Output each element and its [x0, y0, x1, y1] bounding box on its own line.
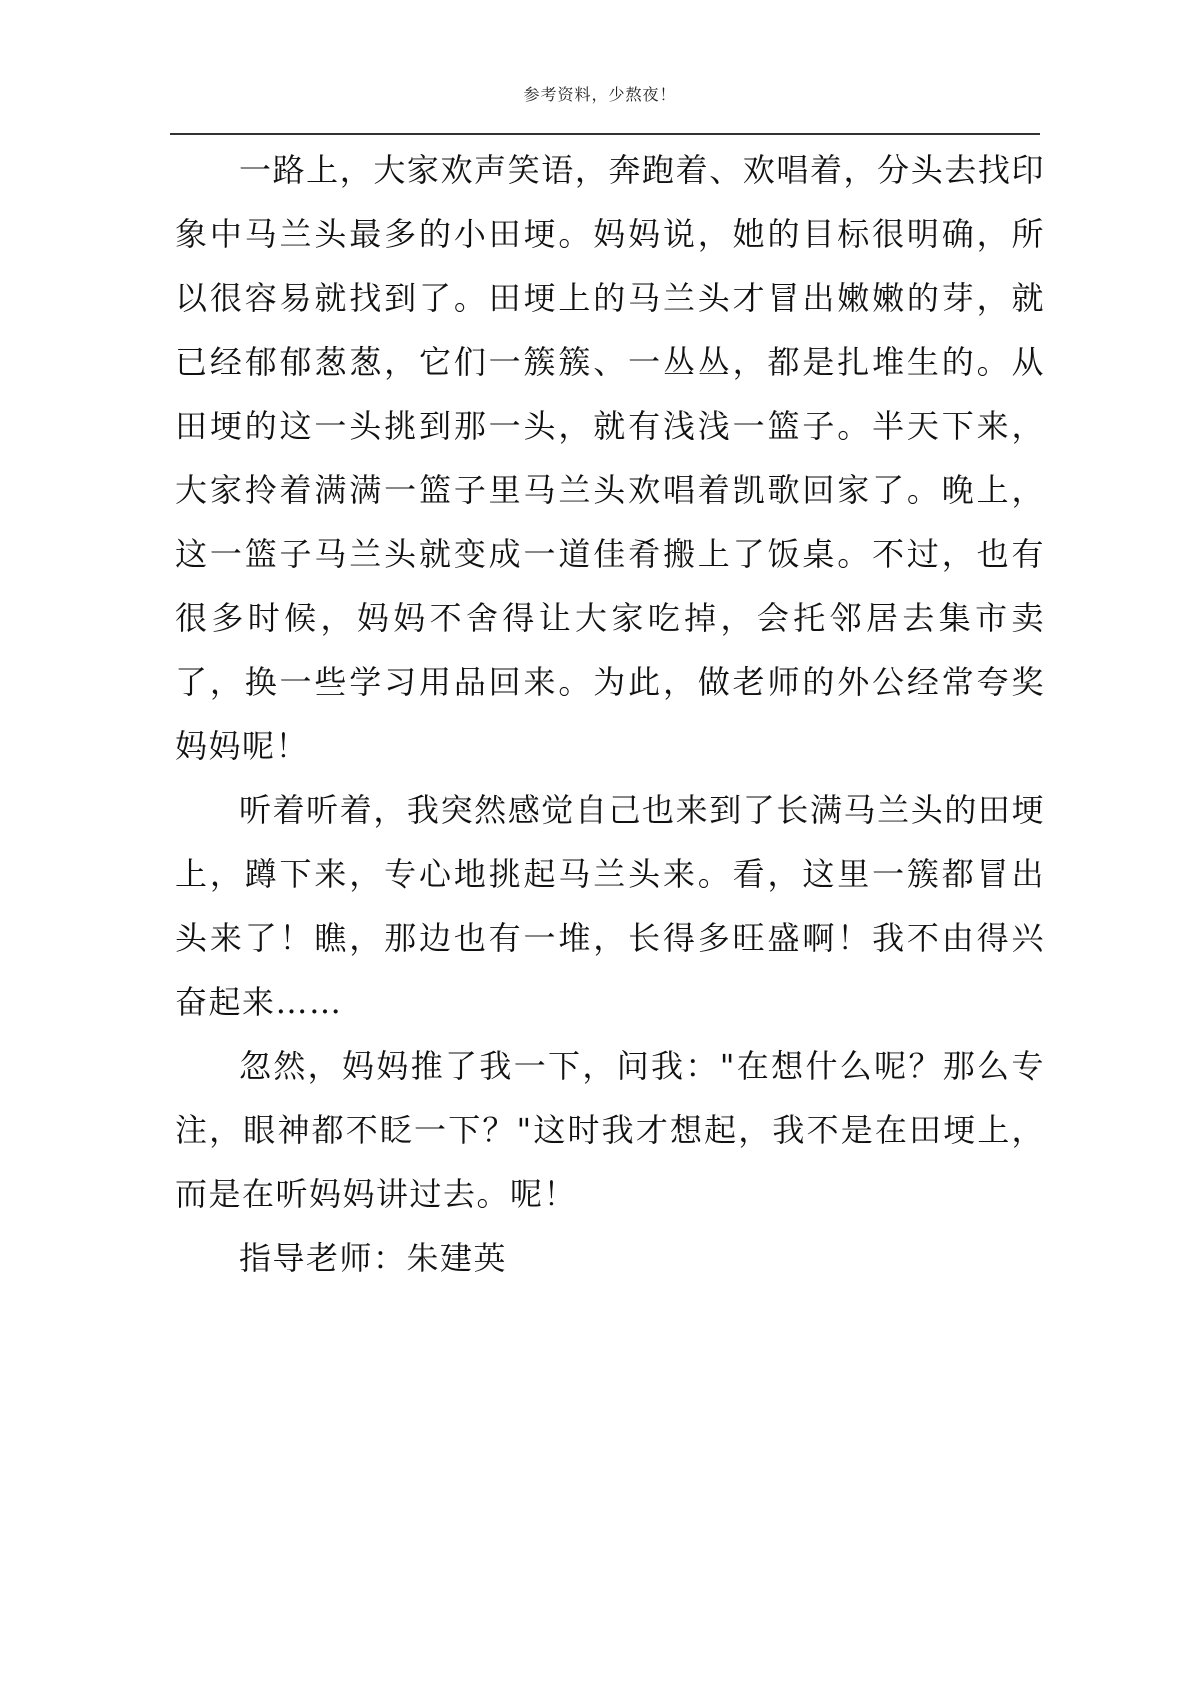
document-body — [175, 138, 1045, 1290]
instructor-credit: 指导老师：朱建英 — [239, 1239, 508, 1277]
paragraph-1: 一路上，大家欢声笑语，奔跑着、欢唱着，分头去找印象中马兰头最多的小田埂。妈妈说，她的目标很明确，所以很容易就找到了。田埂上的马兰头才冒出嫩嫩的芽，就已经郁郁葱葱，它们一簇簇、一丛丛，都是扎堆生的。从田埂的这一头挑到那一头，就有浅浅一篮子。半天下来，大家拎着满满一篮子里马兰头欢唱着凯歌回家了。晚上，这一篮子马兰头就变成一道佳肴搬上了饭桌。不过，也有很多时候，妈妈不舍得让大家吃掉，会托邻居去集市卖了，换一些学习用品回来。为此，做老师的外公经常夸奖妈妈呢！ — [175, 151, 1045, 765]
page-header: 参考资料，少熬夜！ — [523, 85, 677, 104]
paragraph-2: 听着听着，我突然感觉自己也来到了长满马兰头的田埂上，蹲下来，专心地挑起马兰头来。看，这里一簇都冒出头来了！瞧，那边也有一堆，长得多旺盛啊！我不由得兴奋起来…… — [175, 791, 1045, 1021]
header-divider — [170, 133, 1040, 135]
paragraph-3: 忽然，妈妈推了我一下，问我："在想什么呢？那么专注，眼神都不眨一下？"这时我才想起，我不是在田埂上，而是在听妈妈讲过去。呢！ — [175, 1047, 1045, 1213]
